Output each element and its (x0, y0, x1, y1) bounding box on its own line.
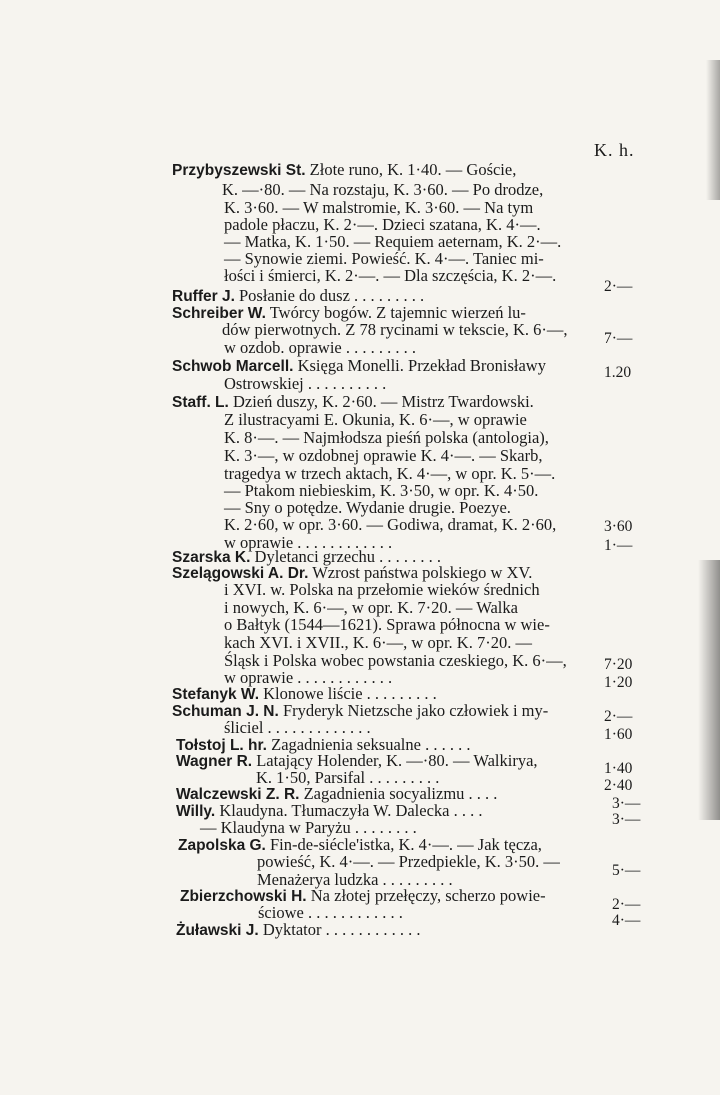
entry-line: — Matka, K. 1·50. — Requiem aeternam, K. 2·—. (224, 232, 562, 251)
entry-line: K. 3·—, w ozdobnej oprawie K. 4·—. — Skarb, (224, 446, 543, 465)
entry-line: w ozdob. oprawie . . . . . . . . . (224, 338, 417, 357)
author-name: Wagner R. (176, 753, 253, 770)
entry-line: Zapolska G. Fin-de-siécle'istka, K. 4·—. — Jak tęcza, (178, 835, 542, 854)
price-value: 1·20 (604, 674, 633, 691)
author-name: Żuławski J. (176, 922, 259, 939)
entry-line: Z ilustracyami E. Okunia, K. 6·—, w oprawie (224, 410, 527, 429)
author-name: Szarska K. (172, 549, 251, 566)
entry-line: ściowe . . . . . . . . . . . . (258, 903, 403, 922)
entry-line: tragedya w trzech aktach, K. 4·—, w opr. K. 5·—. (224, 464, 556, 483)
author-name: Staff. L. (172, 394, 229, 411)
entry-line: K. 8·—. — Najmłodsza pieśń polska (antologia), (224, 428, 549, 447)
price-value: 1·40 (604, 760, 633, 777)
author-name: Szelągowski A. Dr. (172, 565, 309, 582)
entry-line: K. 1·50, Parsifal . . . . . . . . . (256, 768, 440, 787)
author-name: Ruffer J. (172, 288, 235, 305)
entry-line: — Synowie ziemi. Powieść. K. 4·—. Taniec mi- (224, 249, 544, 268)
entry-line: Menażerya ludzka . . . . . . . . . (257, 870, 453, 889)
entry-line: Tołstoj L. hr. Zagadnienia seksualne . . . . . . (176, 735, 471, 754)
author-name: Zapolska G. (178, 837, 266, 854)
entry-line: — Sny o potędze. Wydanie drugie. Poezye. (224, 498, 511, 517)
entry-line: Szelągowski A. Dr. Wzrost państwa polskiego w XV. (172, 563, 533, 582)
entry-line: i XVI. w. Polska na przełomie wieków średnich (224, 580, 540, 599)
entry-line: Przybyszewski St. Złote runo, K. 1·40. — Goście, (172, 160, 517, 179)
entry-line: — Ptakom niebieskim, K. 3·50, w opr. K. 4·50. (224, 481, 539, 500)
entry-line: o Bałtyk (1544—1621). Sprawa północna w wie- (224, 615, 550, 634)
page-edge-shadow-top (706, 60, 720, 200)
author-name: Stefanyk W. (172, 686, 259, 703)
entry-line: dów pierwotnych. Z 78 rycinami w tekscie, K. 6·—, (222, 320, 568, 339)
author-name: Przybyszewski St. (172, 162, 306, 179)
price-value: 2·40 (604, 777, 633, 794)
entry-line: K. 3·60. — W malstromie, K. 3·60. — Na tym (224, 198, 534, 217)
entry-line: Schreiber W. Twórcy bogów. Z tajemnic wierzeń lu- (172, 303, 526, 322)
entry-line: Śląsk i Polska wobec powstania czeskiego, K. 6·—, (224, 651, 567, 670)
entry-line: Szarska K. Dyletanci grzechu . . . . . . . . (172, 547, 442, 566)
price-value: 4·— (612, 912, 641, 929)
entry-line: w oprawie . . . . . . . . . . . . (224, 668, 393, 687)
author-name: Tołstoj L. hr. (176, 737, 267, 754)
entry-line: Staff. L. Dzień duszy, K. 2·60. — Mistrz Twardowski. (172, 392, 534, 411)
page-edge-shadow (698, 560, 720, 820)
entry-line: łości i śmierci, K. 2·—. — Dla szczęścia, K. 2·—. (224, 266, 557, 285)
author-name: Walczewski Z. R. (176, 786, 300, 803)
author-name: Schwob Marcell. (172, 358, 294, 375)
price-value: 3·— (612, 795, 641, 812)
author-name: Willy. (176, 803, 216, 820)
entry-line: K. 2·60, w opr. 3·60. — Godiwa, dramat, K. 2·60, (224, 515, 557, 534)
price-value: 3·60 (604, 518, 633, 535)
author-name: Schuman J. N. (172, 703, 279, 720)
entry-line: Schuman J. N. Fryderyk Nietzsche jako człowiek i my- (172, 701, 549, 720)
entry-line: Ostrowskiej . . . . . . . . . . (224, 374, 387, 393)
entry-line: i nowych, K. 6·—, w opr. K. 7·20. — Walka (224, 598, 518, 617)
price-value: 1·60 (604, 726, 633, 743)
entry-line: Schwob Marcell. Księga Monelli. Przekład Bronisławy (172, 356, 546, 375)
entry-line: w oprawie . . . . . . . . . . . . (224, 533, 393, 552)
entry-line: śliciel . . . . . . . . . . . . . (224, 718, 371, 737)
entry-line: Willy. Klaudyna. Tłumaczyła W. Dalecka . . . . (176, 801, 483, 820)
entry-line: Wagner R. Latający Holender, K. —·80. — Walkirya, (176, 751, 538, 770)
price-value: 7·20 (604, 656, 633, 673)
price-value: 3·— (612, 811, 641, 828)
entry-line: Żuławski J. Dyktator . . . . . . . . . . . . (176, 920, 421, 939)
entry-line: K. —·80. — Na rozstaju, K. 3·60. — Po drodze, (222, 180, 544, 199)
price-value: 2·— (604, 278, 633, 295)
entry-line: powieść, K. 4·—. — Przedpiekle, K. 3·50. — (257, 852, 560, 871)
price-value: 1·— (604, 537, 633, 554)
price-value: 2·— (612, 896, 641, 913)
entry-line: Ruffer J. Posłanie do dusz . . . . . . . . . (172, 286, 425, 305)
price-value: 1.20 (604, 364, 632, 381)
entry-line: kach XVI. i XVII., K. 6·—, w opr. K. 7·20. — (224, 633, 532, 652)
entry-line: Walczewski Z. R. Zagadnienia socyalizmu . . . . (176, 784, 498, 803)
price-value: 5·— (612, 862, 641, 879)
entry-line: — Klaudyna w Paryżu . . . . . . . . (200, 818, 417, 837)
price-value: 2·— (604, 708, 633, 725)
entry-line: Zbierzchowski H. Na złotej przełęczy, scherzo powie- (180, 886, 546, 905)
price-value: 7·— (604, 330, 633, 347)
entry-line: padole płaczu, K. 2·—. Dzieci szatana, K. 4·—. (224, 215, 541, 234)
author-name: Schreiber W. (172, 305, 266, 322)
author-name: Zbierzchowski H. (180, 888, 307, 905)
entry-line: Stefanyk W. Klonowe liście . . . . . . . . . (172, 684, 437, 703)
price-column-header: K. h. (594, 140, 635, 160)
